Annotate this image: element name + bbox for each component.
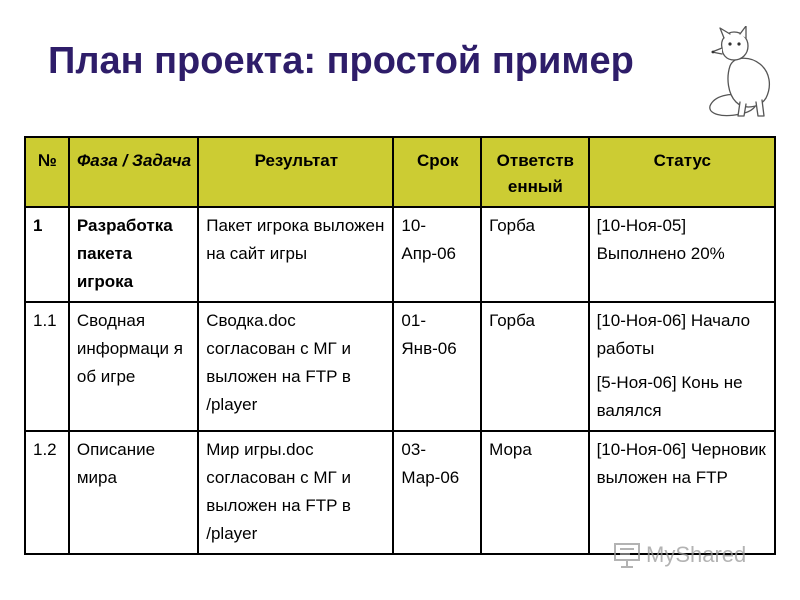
row-due: 01-Янв-06 <box>393 302 481 431</box>
table-header-row <box>25 137 775 207</box>
row-num: 1.1 <box>25 302 69 431</box>
row-result: Пакет игрока выложен на сайт игры <box>198 207 393 302</box>
status-entry: [10-Ноя-05] Выполнено 20% <box>596 216 725 263</box>
table-row <box>25 431 775 554</box>
row-status <box>589 207 775 302</box>
row-due: 03-Мар-06 <box>393 431 481 554</box>
watermark-text: MyShared <box>646 542 747 567</box>
header-num: № <box>25 137 69 207</box>
row-task: Сводная информаци я об игре <box>69 302 198 431</box>
row-status <box>589 302 775 431</box>
project-plan-table <box>24 136 776 555</box>
header-owner: Ответств енный <box>481 137 588 207</box>
row-num: 1 <box>25 207 69 302</box>
table-row <box>25 207 775 302</box>
row-status <box>589 431 775 554</box>
header-status: Статус <box>589 137 775 207</box>
row-due: 10-Апр-06 <box>393 207 481 302</box>
row-result: Мир игры.doc согласован с МГ и выложен на FTP в /player <box>198 431 393 554</box>
row-num: 1.2 <box>25 431 69 554</box>
row-owner: Мора <box>481 431 588 554</box>
page-title: План проекта: простой пример <box>48 40 634 82</box>
arctic-fox-icon <box>700 26 792 122</box>
table-row <box>25 302 775 431</box>
row-task: Разработка пакета игрока <box>69 207 198 302</box>
status-entry: [10-Ноя-06] Черновик выложен на FTP <box>596 440 766 487</box>
status-entry: [5-Ноя-06] Конь не валялся <box>596 373 743 420</box>
presentation-board-icon <box>612 540 642 570</box>
header-due: Срок <box>393 137 481 207</box>
header-task: Фаза / Задача <box>69 137 198 207</box>
row-result: Сводка.doc согласован с МГ и выложен на FTP в /player <box>198 302 393 431</box>
row-owner: Горба <box>481 302 588 431</box>
header-result: Результат <box>198 137 393 207</box>
watermark <box>612 538 746 572</box>
status-entry: [10-Ноя-06] Начало работы <box>596 311 751 358</box>
row-task: Описание мира <box>69 431 198 554</box>
row-owner: Горба <box>481 207 588 302</box>
